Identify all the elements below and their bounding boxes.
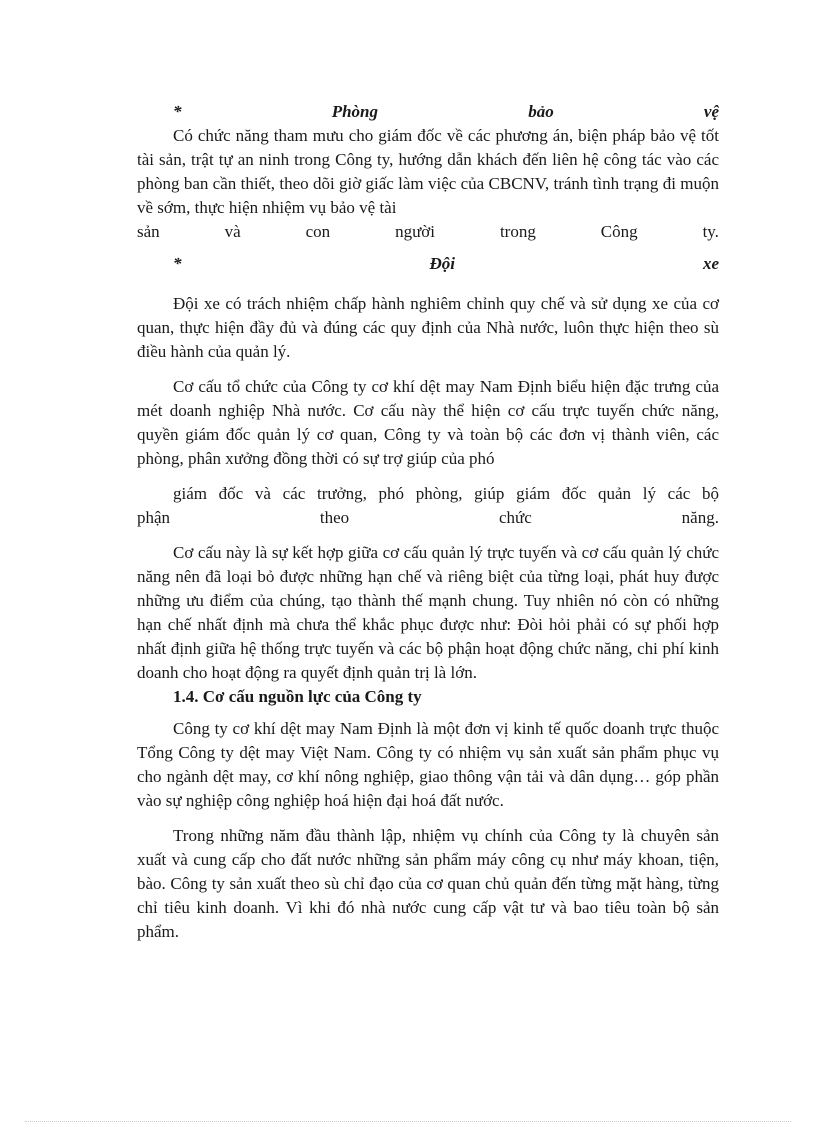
word: năng.	[681, 508, 719, 527]
paragraph-cong-ty: Công ty cơ khí dệt may Nam Định là một đơn vị kinh tế quốc doanh trực thuộc Tổng Công ty dệt may Việt Nam. Công ty có nhiệm vụ sản xuất sản phẩm phục vụ cho ngành dệt may, cơ khí nông nghiệp, giao thông vận tải và dân dụng… góp phần vào sự nghiệp công nghiệp hoá hiện đại hoá đất nước.	[137, 719, 719, 810]
heading-word: vệ	[703, 102, 719, 121]
word: theo	[319, 508, 350, 527]
paragraph-doi-xe: Đội xe có trách nhiệm chấp hành nghiêm chỉnh quy chế và sử dụng xe của cơ quan, thực hiện đầy đủ và đúng các quy định của Nhà nước, luôn thực hiện theo sù điều hành của quản lý.	[137, 294, 719, 361]
heading-marker: *	[173, 102, 182, 121]
page-bottom-divider	[25, 1121, 791, 1122]
paragraph-phong-bao-ve-last-line	[137, 220, 719, 244]
word: và	[224, 222, 241, 241]
paragraph-co-cau-continuation-last-line	[137, 506, 719, 530]
document-page	[137, 100, 719, 944]
word: con	[305, 222, 331, 241]
word: phận	[137, 508, 171, 527]
word: sản	[137, 222, 160, 241]
paragraph-co-cau-to-chuc: Cơ cấu tổ chức của Công ty cơ khí dệt may Nam Định biểu hiện đặc trưng của mét doanh nghiệp Nhà nước. Cơ cấu này thể hiện cơ cấu trực tuyến chức năng, quyền giám đốc quản lý cơ quan, Công ty và toàn bộ các đơn vị thành viên, các phòng, phân xưởng đồng thời có sự trợ giúp của phó	[137, 377, 719, 468]
word: người	[395, 222, 436, 241]
section-heading-1-4: 1.4. Cơ cấu nguồn lực của Công ty	[173, 687, 422, 706]
word: Công	[600, 222, 638, 241]
word: ty.	[702, 222, 719, 241]
heading-word: Phòng	[331, 102, 378, 121]
heading-phong-bao-ve	[137, 100, 719, 124]
heading-marker: *	[173, 254, 182, 273]
paragraph-phong-bao-ve: Có chức năng tham mưu cho giám đốc về các phương án, biện pháp bảo vệ tốt tài sản, trật tự an ninh trong Công ty, hướng dẫn khách đến liên hệ công tác vào các phòng ban cần thiết, theo dõi giờ giấc làm việc của CBCNV, tránh tình trạng đi muộn về sớm, thực hiện nhiệm vụ bảo vệ tài	[137, 126, 719, 217]
paragraph-trong-nhung-nam: Trong những năm đầu thành lập, nhiệm vụ chính của Công ty là chuyên sản xuất và cung cấp cho đất nước những sản phẩm máy công cụ như máy khoan, tiện, bào. Công ty sản xuất theo sù chỉ đạo của cơ quan chủ quản đến từng mặt hàng, từng chỉ tiêu kinh doanh. Vì khi đó nhà nước cung cấp vật tư và bao tiêu toàn bộ sản phẩm.	[137, 826, 719, 941]
word: chức	[499, 508, 532, 527]
paragraph-co-cau-continuation: giám đốc và các trưởng, phó phòng, giúp giám đốc quản lý các bộ	[173, 484, 719, 503]
heading-word: Đội	[429, 254, 455, 273]
word: trong	[499, 222, 536, 241]
heading-word: bảo	[528, 102, 554, 121]
paragraph-ket-hop: Cơ cấu này là sự kết hợp giữa cơ cấu quản lý trực tuyến và cơ cấu quản lý chức năng nên đã loại bỏ được những hạn chế và riêng biệt của từng loại, phát huy được những ưu điểm của chúng, tạo thành thế mạnh chung. Tuy nhiên nó còn có những hạn chế nhất định mà chưa thể khắc phục được như: Đòi hỏi phải có sự phối hợp nhất định giữa hệ thống trực tuyến và các bộ phận hoạt động chức năng, chi phí kinh doanh cho hoạt động ra quyết định quản trị là lớn.	[137, 543, 719, 682]
heading-word: xe	[702, 254, 719, 273]
heading-doi-xe	[137, 252, 719, 276]
